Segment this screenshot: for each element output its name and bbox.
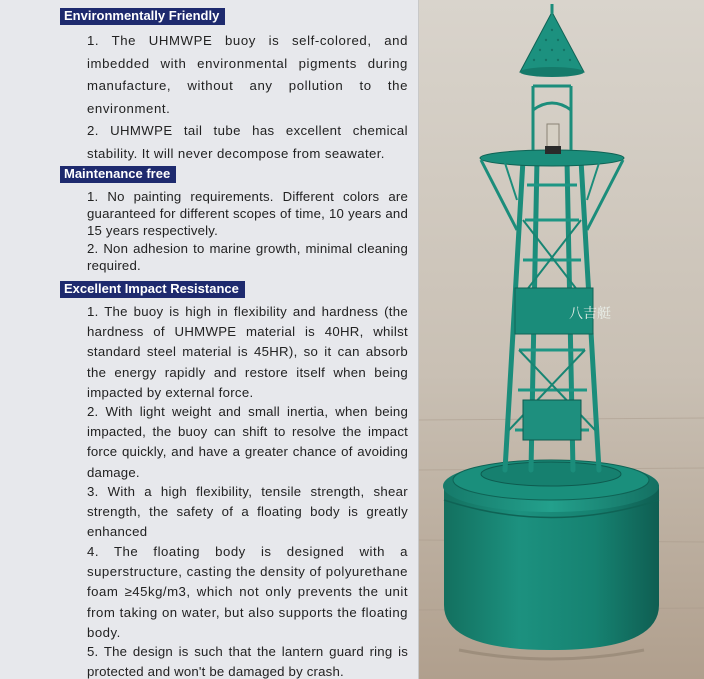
maint-paragraph-2: 2. Non adhesion to marine growth, minimal cleaning required.: [87, 241, 408, 274]
buoy-photo: [418, 0, 704, 679]
lantern: [545, 124, 561, 154]
impact-paragraph-3: 3. With a high flexibility, tensile strength, shear strength, the safety of a floating body is greatly enhanced: [87, 484, 408, 540]
env-paragraph-2: 2. UHMWPE tail tube has excellent chemical stability. It will never decompose from seawater.: [87, 123, 408, 161]
impact-paragraph-1: 1. The buoy is high in flexibility and hardness (the hardness of UHMWPE material is 40HR, whilst standard steel material is 45HR), so it can absorb the energy rapidly and restore itself when being impacted by external force.: [87, 304, 408, 400]
impact-paragraph-4: 4. The floating body is designed with a superstructure, casting the density of polyurethane foam ≥45kg/m3, which not only prevents the unit from taking on water, but also supports the floating body.: [87, 544, 408, 640]
impact-paragraph-5: 5. The design is such that the lantern guard ring is protected and won't be damaged by crash.: [87, 644, 408, 679]
heading-maintenance-free: Maintenance free: [60, 166, 176, 183]
heading-environmentally-friendly: Environmentally Friendly: [60, 8, 225, 25]
heading-excellent-impact-resistance: Excellent Impact Resistance: [60, 281, 245, 298]
battery-box: [523, 400, 581, 440]
name-plate-label: 八吉艇: [569, 306, 611, 322]
buoy-illustration: [419, 0, 704, 679]
impact-paragraph-2: 2. With light weight and small inertia, when being impacted, the buoy can shift to resolve the impact force quickly, and have a greater chance of avoiding damage.: [87, 404, 408, 480]
env-paragraph-1: 1. The UHMWPE buoy is self-colored, and imbedded with environmental pigments during manufacture, without any pollution to the environment.: [87, 33, 408, 116]
float-body: [443, 460, 659, 659]
maint-paragraph-1: 1. No painting requirements. Different colors are guaranteed for different scopes of time, 10 years and 15 years respectively.: [87, 189, 408, 239]
